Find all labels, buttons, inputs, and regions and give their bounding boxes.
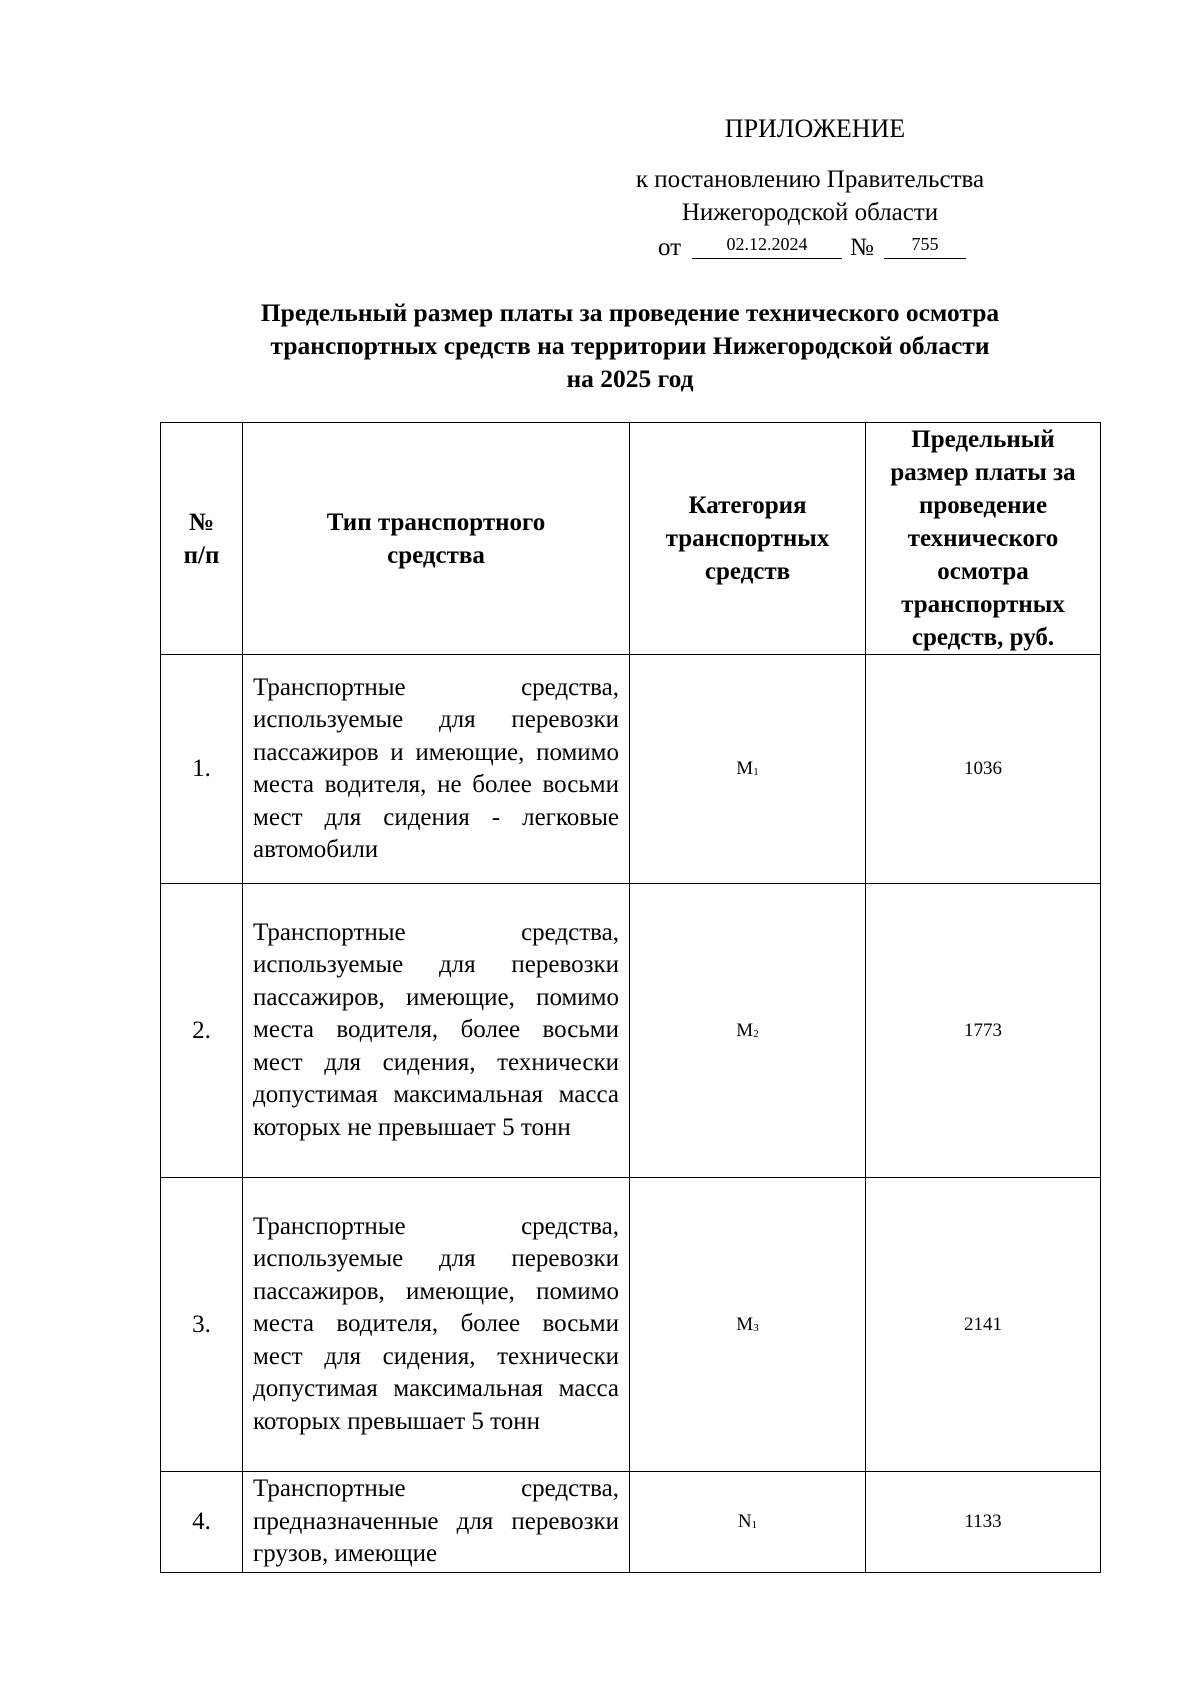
row-category: $M_2$ (630, 884, 866, 1178)
row-fee: 2141 (866, 1178, 1101, 1472)
resolution-line-1: к постановлению Правительства (635, 166, 985, 193)
row-num: 3. (161, 1178, 243, 1472)
resolution-date-number (658, 230, 1018, 264)
row-description: Транспортные средства, предназначенные для перевозки грузов, имеющие (243, 1472, 630, 1573)
row-num: 2. (161, 884, 243, 1178)
date-prefix: от (658, 234, 682, 261)
title-line-3: на 2025 год (566, 364, 694, 393)
row-fee: 1133 (866, 1472, 1101, 1573)
number-sign: № (850, 234, 874, 261)
row-description: Транспортные средства, используемые для перевозки пассажиров и имеющие, помимо места водителя, не более восьми мест для сидения - легковые автомобили (243, 655, 630, 884)
row-fee: 1773 (866, 884, 1101, 1178)
table-row (161, 884, 1101, 1178)
table-row (161, 1472, 1101, 1573)
row-category: $M_1$ (630, 655, 866, 884)
table-row (161, 1178, 1101, 1472)
row-description: Транспортные средства, используемые для перевозки пассажиров, имеющие, помимо места водителя, более восьми мест для сидения, технически допустимая максимальная масса которых не превышает 5 тонн (243, 884, 630, 1178)
appendix-heading: ПРИЛОЖЕНИЕ (724, 114, 906, 143)
table-header-row (161, 423, 1101, 655)
document-title (160, 296, 1100, 395)
title-line-2: транспортных средств на территории Нижегородской области (270, 331, 990, 360)
header-category: Категория транспортных средств (630, 423, 866, 655)
resolution-date: 02.12.2024 (692, 230, 842, 259)
row-num: 1. (161, 655, 243, 884)
row-fee: 1036 (866, 655, 1101, 884)
header-fee: Предельный размер платы за проведение технического осмотра транспортных средств, руб. (866, 423, 1101, 655)
header-type: Тип транспортного средства (243, 423, 630, 655)
fee-table (160, 422, 1101, 1573)
table-row (161, 655, 1101, 884)
row-num: 4. (161, 1472, 243, 1573)
row-category: $N_1$ (630, 1472, 866, 1573)
resolution-line-2: Нижегородской области (681, 199, 939, 226)
resolution-reference (600, 163, 1020, 229)
row-category: $M_3$ (630, 1178, 866, 1472)
resolution-number: 755 (884, 230, 966, 259)
header-num: № п/п (161, 423, 243, 655)
row-description: Транспортные средства, используемые для перевозки пассажиров, имеющие, помимо места водителя, более восьми мест для сидения, технически допустимая максимальная масса которых превышает 5 тонн (243, 1178, 630, 1472)
title-line-1: Предельный размер платы за проведение технического осмотра (260, 298, 1000, 327)
